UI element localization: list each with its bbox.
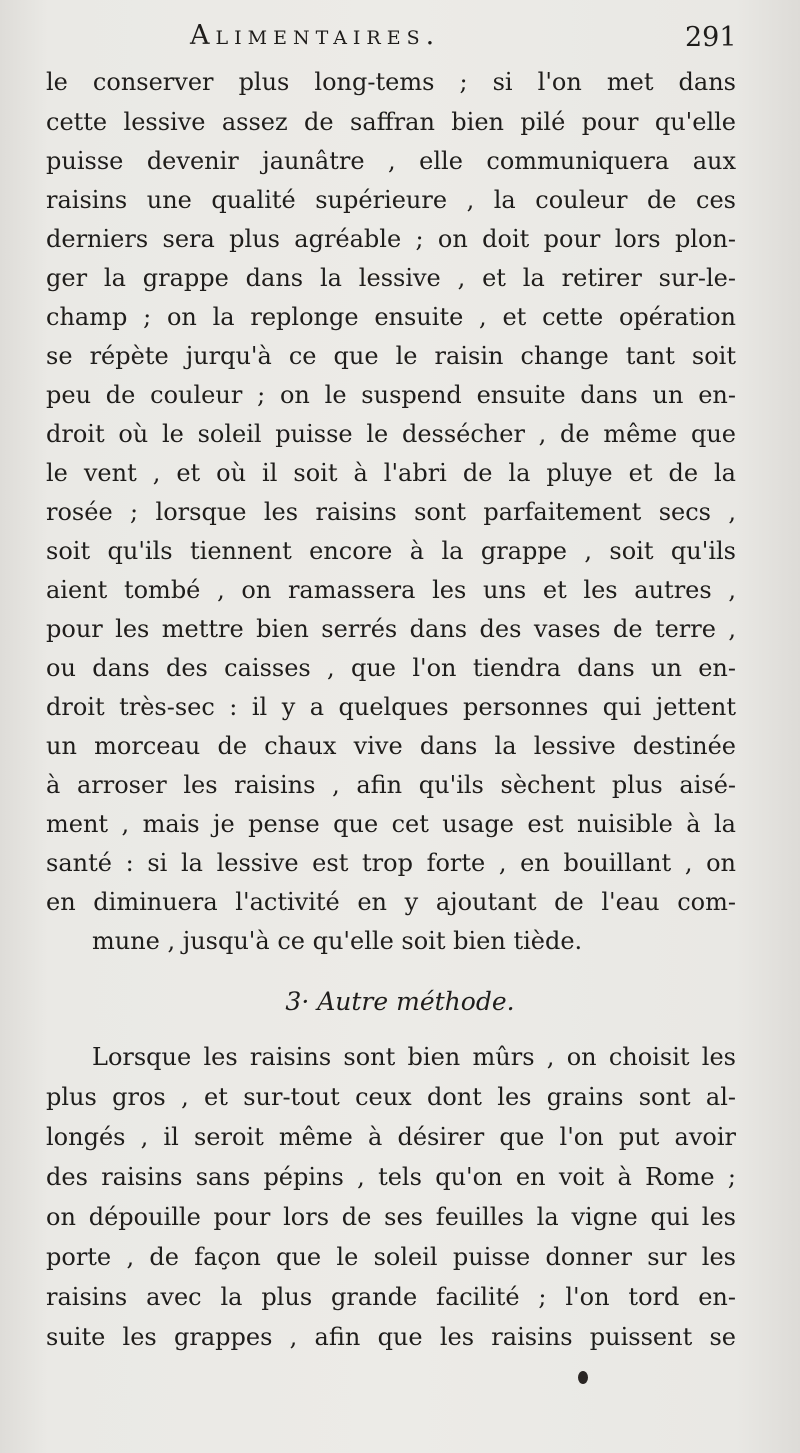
text-line: soit qu'ils tiennent encore à la grappe , soit qu'ils <box>46 537 736 565</box>
text-line: rosée ; lorsque les raisins sont parfaitement secs , <box>46 498 736 526</box>
text-line: le vent , et où il soit à l'abri de la pluye et de la <box>46 459 736 487</box>
text-line: suite les grappes , afin que les raisins puissent se <box>46 1323 736 1351</box>
text-line: peu de couleur ; on le suspend ensuite dans un en- <box>46 381 736 409</box>
text-line: champ ; on la replonge ensuite , et cette opération <box>46 303 736 331</box>
text-line: derniers sera plus agréable ; on doit pour lors plon- <box>46 225 736 253</box>
text-line: on dépouille pour lors de ses feuilles la vigne qui les <box>46 1203 736 1231</box>
text-line: un morceau de chaux vive dans la lessive destinée <box>46 732 736 760</box>
text-line: Lorsque les raisins sont bien mûrs , on choisit les <box>92 1043 736 1071</box>
text-line: des raisins sans pépins , tels qu'on en voit à Rome ; <box>46 1163 736 1191</box>
text-line: droit où le soleil puisse le dessécher , de même que <box>46 420 736 448</box>
text-line: porte , de façon que le soleil puisse donner sur les <box>46 1243 736 1271</box>
page-header <box>0 18 800 62</box>
text-line: puisse devenir jaunâtre , elle communiquera aux <box>46 147 736 175</box>
text-line: santé : si la lessive est trop forte , en bouillant , on <box>46 849 736 877</box>
text-line: longés , il seroit même à désirer que l'on put avoir <box>46 1123 736 1151</box>
section-heading: 3· Autre méthode. <box>285 987 515 1016</box>
text-line: aient tombé , on ramassera les uns et les autres , <box>46 576 736 604</box>
text-line: le conserver plus long-tems ; si l'on met dans <box>46 68 736 96</box>
page-number: 291 <box>685 22 737 53</box>
text-line: ou dans des caisses , que l'on tiendra dans un en- <box>46 654 736 682</box>
text-line: en diminuera l'activité en y ajoutant de l'eau com- <box>46 888 736 916</box>
text-line: mune , jusqu'à ce qu'elle soit bien tiède. <box>92 927 583 955</box>
text-line: ger la grappe dans la lessive , et la retirer sur-le- <box>46 264 736 292</box>
ink-spot <box>578 1371 588 1384</box>
running-head: Alimentaires. <box>190 20 441 51</box>
text-line: droit très-sec : il y a quelques personnes qui jettent <box>46 693 736 721</box>
text-line: raisins une qualité supérieure , la couleur de ces <box>46 186 736 214</box>
text-line: à arroser les raisins , afin qu'ils sèchent plus aisé- <box>46 771 736 799</box>
text-line: cette lessive assez de saffran bien pilé pour qu'elle <box>46 108 736 136</box>
text-line: raisins avec la plus grande facilité ; l'on tord en- <box>46 1283 736 1311</box>
text-line: plus gros , et sur-tout ceux dont les grains sont al- <box>46 1083 736 1111</box>
text-line: se répète jurqu'à ce que le raisin change tant soit <box>46 342 736 370</box>
text-line: ment , mais je pense que cet usage est nuisible à la <box>46 810 736 838</box>
text-line: pour les mettre bien serrés dans des vases de terre , <box>46 615 736 643</box>
